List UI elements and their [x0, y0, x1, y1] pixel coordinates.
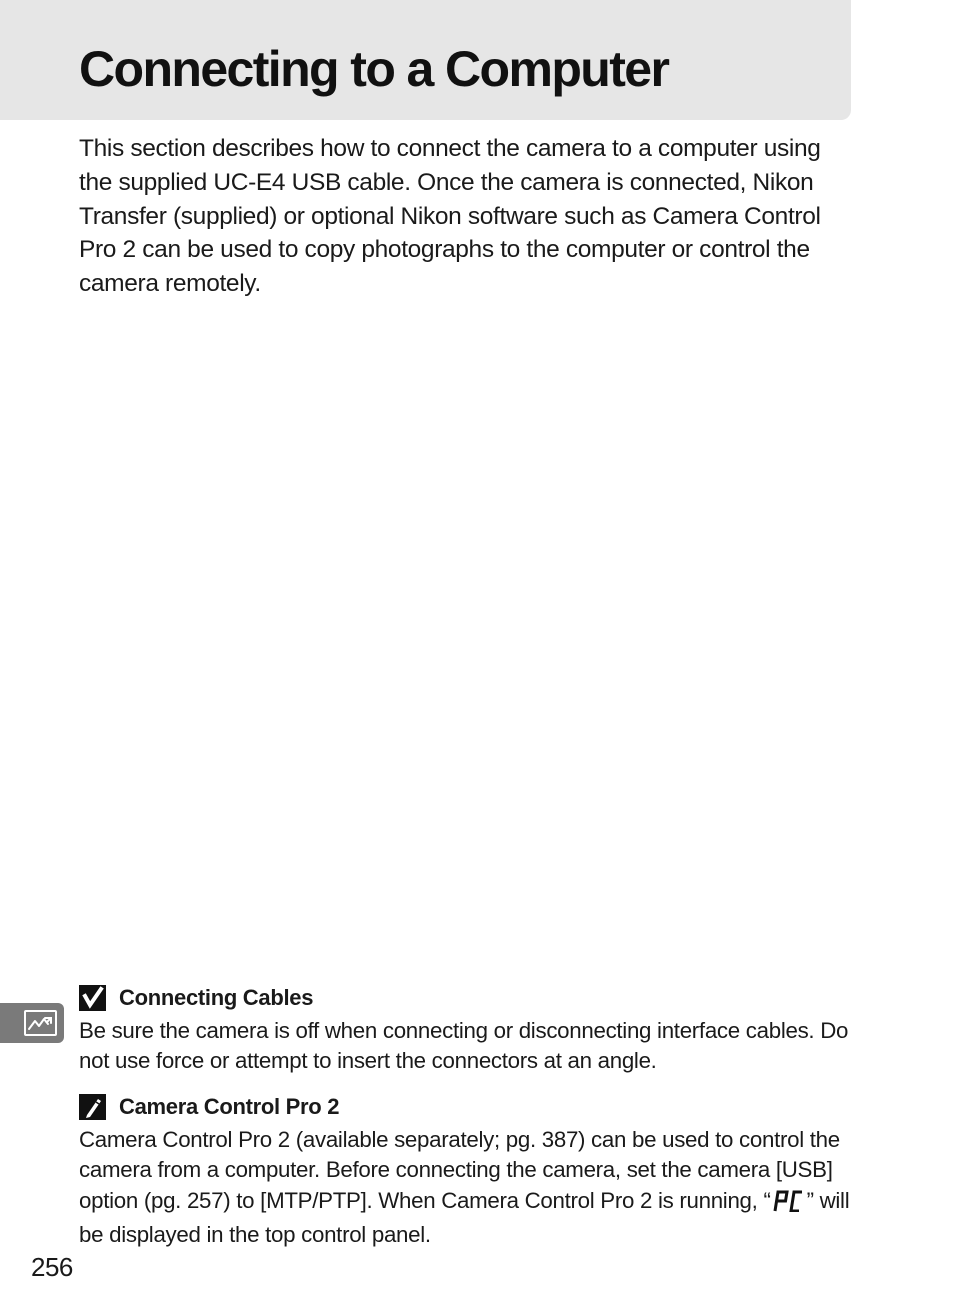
- page-title: Connecting to a Computer: [79, 41, 669, 97]
- pencil-note-icon: [79, 1094, 106, 1120]
- note-body: [79, 1125, 854, 1250]
- note-camera-control-pro: [79, 1091, 854, 1250]
- note-body-text: ” will be displayed in the top control panel.: [79, 1187, 850, 1247]
- note-body: Be sure the camera is off when connecting or disconnecting interface cables. Do not use force or attempt to insert the connectors at an angle.: [79, 1018, 849, 1074]
- note-title: Connecting Cables: [119, 985, 314, 1010]
- pc-lcd-icon: [772, 1190, 806, 1220]
- note-connecting-cables: [79, 982, 854, 1077]
- page-number: 256: [31, 1252, 73, 1282]
- note-title: Camera Control Pro 2: [119, 1094, 340, 1119]
- intro-paragraph: This section describes how to connect the camera to a computer using the supplied UC-E4 USB cable. Once the camera is connected, Nikon Transfer (supplied) or optional Nikon software such as Camera Control Pro 2 can be used to copy photographs to the computer or control the camera remotely.: [79, 135, 821, 298]
- connection-icon: [24, 1010, 57, 1036]
- section-tab: [0, 1003, 64, 1043]
- note-body-text: Camera Control Pro 2 (available separately; pg. 387) can be used to control the camera from a computer. Before connecting the camera, set the camera [USB] option (pg. 257) to [MTP/PTP]. When Camera Control Pro 2 is running, “: [79, 1127, 840, 1213]
- caution-check-icon: [79, 985, 106, 1011]
